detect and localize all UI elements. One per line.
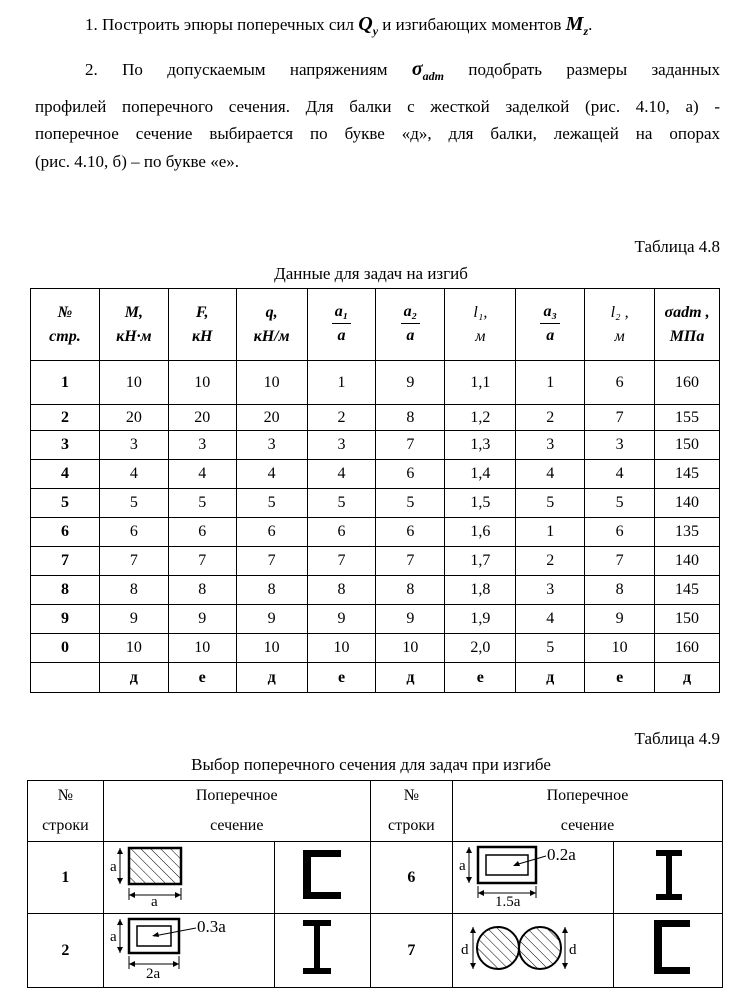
table-cell: 2,0	[445, 634, 516, 663]
table-cell: 7	[376, 547, 445, 576]
dim-03a-label: 0.3a	[196, 917, 226, 936]
col-header-q: q, кН/м	[236, 289, 307, 361]
table-row	[31, 634, 720, 663]
table-cell: 10	[585, 634, 655, 663]
hatched-square-diagram	[104, 842, 274, 908]
table-cell: 7	[376, 431, 445, 460]
table-cell: 145	[655, 460, 720, 489]
item-2-line-4: (рис. 4.10, б) – по букве «е».	[35, 152, 239, 171]
section-ibeam-2	[274, 914, 370, 988]
section-letter-cell: е	[168, 663, 236, 693]
table-cell: 6	[168, 518, 236, 547]
col-header-no: № стр.	[31, 289, 100, 361]
section-channel-2	[613, 914, 722, 988]
table-cell: 1,7	[445, 547, 516, 576]
table-row	[31, 576, 720, 605]
table-cell: 1,2	[445, 405, 516, 431]
col-header-a1-ratio: $\frac{\text{a₁}}{a}$	[307, 289, 376, 361]
table-4-8	[30, 288, 720, 693]
table-cell: 3	[307, 431, 376, 460]
table-cell: 4	[99, 460, 168, 489]
section-letter-cell: е	[585, 663, 655, 693]
hollow-rect-2a-diagram	[104, 914, 274, 982]
row-number-cell: 1	[31, 361, 100, 405]
table-cell: 10	[168, 634, 236, 663]
row-number-cell: 5	[31, 489, 100, 518]
ibeam-profile-diagram	[275, 914, 370, 982]
col-header-m: M, кН·м	[99, 289, 168, 361]
section-channel	[274, 842, 370, 914]
table-cell: 6	[585, 518, 655, 547]
section-letter-cell: д	[655, 663, 720, 693]
table-cell: 10	[376, 634, 445, 663]
section-letter-cell: д	[516, 663, 585, 693]
table-row	[31, 405, 720, 431]
table-cell: 140	[655, 489, 720, 518]
table-cell: 1	[307, 361, 376, 405]
table-cell: 20	[236, 405, 307, 431]
table-cell: 4	[307, 460, 376, 489]
table-cell: 2	[307, 405, 376, 431]
table-cell: 3	[236, 431, 307, 460]
row-number-1: 1	[28, 842, 104, 914]
ibeam-profile-diagram	[614, 842, 722, 908]
table-4-9-row-1	[28, 842, 723, 914]
table-cell: 20	[168, 405, 236, 431]
table-cell: 1,1	[445, 361, 516, 405]
dim-a-width-label: a	[150, 894, 158, 908]
table-cell: 4	[516, 605, 585, 634]
col-header-sigma-adm: σadm , МПа	[655, 289, 720, 361]
table-row	[31, 431, 720, 460]
table-4-8-header-row	[31, 289, 720, 361]
row-number-cell: 9	[31, 605, 100, 634]
table-cell: 8	[236, 576, 307, 605]
table-row	[31, 605, 720, 634]
table-cell: 8	[307, 576, 376, 605]
table-cell: 140	[655, 547, 720, 576]
col-header-f: F, кН	[168, 289, 236, 361]
dim-d-label-right: d	[568, 942, 577, 958]
table-cell: 1,6	[445, 518, 516, 547]
table-4-8-title: Данные для задач на изгиб	[274, 264, 468, 283]
table-cell: 1,3	[445, 431, 516, 460]
table-cell: 150	[655, 605, 720, 634]
table-cell: 8	[376, 405, 445, 431]
dim-2a-label: 2a	[145, 966, 160, 982]
table-cell: 9	[168, 605, 236, 634]
table-cell: 5	[585, 489, 655, 518]
table-cell: 7	[585, 405, 655, 431]
table-row	[31, 460, 720, 489]
table-4-8-label: Таблица 4.8	[634, 237, 720, 256]
table-cell: 145	[655, 576, 720, 605]
table-cell: 150	[655, 431, 720, 460]
table-cell: 3	[516, 431, 585, 460]
table-4-9-label: Таблица 4.9	[634, 729, 720, 748]
table-4-9-title: Выбор поперечного сечения для задач при изгибе	[191, 755, 551, 774]
table-cell: 1,4	[445, 460, 516, 489]
table-cell: 10	[236, 361, 307, 405]
dim-a-label: a	[109, 859, 117, 875]
table-4-9-row-2	[28, 914, 723, 988]
table-cell: 3	[585, 431, 655, 460]
item-2-line-3: поперечное сечение выбирается по букве «д», для балки, лежащей на опорах	[35, 124, 720, 143]
table-cell: 9	[99, 605, 168, 634]
table-cell: 6	[585, 361, 655, 405]
table-cell: 4	[516, 460, 585, 489]
section-hollow-rect-2a	[103, 914, 274, 988]
section-letter-cell: д	[376, 663, 445, 693]
table-cell: 7	[585, 547, 655, 576]
table-cell: 1,9	[445, 605, 516, 634]
row-number-cell: 0	[31, 634, 100, 663]
table-4-8-body	[31, 361, 720, 693]
table-cell: 6	[307, 518, 376, 547]
table-cell: 9	[376, 605, 445, 634]
table-cell: 9	[585, 605, 655, 634]
table-cell: 4	[236, 460, 307, 489]
table-cell: 9	[307, 605, 376, 634]
row-number-cell: 4	[31, 460, 100, 489]
table-cell: 8	[99, 576, 168, 605]
table-cell: 1,8	[445, 576, 516, 605]
table-cell: 1	[516, 361, 585, 405]
table-row-section-letters	[31, 663, 720, 693]
section-two-circles	[452, 914, 613, 988]
section-letter-cell: д	[99, 663, 168, 693]
col-header-l1: l₁, м	[445, 289, 516, 361]
table-cell: 5	[516, 634, 585, 663]
table-cell: 135	[655, 518, 720, 547]
table-cell: 8	[585, 576, 655, 605]
row-number-cell: 8	[31, 576, 100, 605]
table-cell: 7	[168, 547, 236, 576]
table-row	[31, 518, 720, 547]
item-1-text: 1. Построить эпюры поперечных сил	[85, 15, 354, 34]
col-header-l2: l₂ , м	[585, 289, 655, 361]
table-4-9	[27, 780, 723, 988]
section-hollow-rect-15a	[452, 842, 613, 914]
item-1-and: и изгибающих моментов	[382, 15, 562, 34]
table-cell: 5	[99, 489, 168, 518]
table-cell: 6	[99, 518, 168, 547]
row-number-cell: 7	[31, 547, 100, 576]
table-cell: 6	[376, 460, 445, 489]
table-cell: 160	[655, 634, 720, 663]
dim-02a-label: 0.2a	[546, 845, 576, 864]
table-cell: 10	[99, 361, 168, 405]
dim-a-label: a	[458, 858, 466, 874]
col-header-a3-ratio: $\frac{\text{a₃}}{a}$	[516, 289, 585, 361]
table-cell: 5	[516, 489, 585, 518]
row-number-6: 6	[370, 842, 452, 914]
table-4-9-header-row	[28, 781, 723, 842]
row-number-7: 7	[370, 914, 452, 988]
dim-15a-label: 1.5a	[494, 894, 521, 908]
table-cell: 160	[655, 361, 720, 405]
table-cell: 10	[99, 634, 168, 663]
section-letter-cell: е	[307, 663, 376, 693]
section-ibeam-1	[613, 842, 722, 914]
dim-d-label-left: d	[460, 942, 469, 958]
table-cell: 10	[236, 634, 307, 663]
table-cell: 6	[236, 518, 307, 547]
table-cell: 10	[307, 634, 376, 663]
table-cell: 1,5	[445, 489, 516, 518]
row-number-cell: 6	[31, 518, 100, 547]
table-cell: 1	[516, 518, 585, 547]
row-number-cell: 2	[31, 405, 100, 431]
qy-symbol: $Q_y$	[358, 13, 379, 38]
table-cell: 5	[168, 489, 236, 518]
table-cell: 6	[376, 518, 445, 547]
sigma-adm-symbol: $\sigma_{adm}$	[411, 58, 444, 83]
dim-a-label: a	[109, 929, 117, 945]
table-cell: 4	[168, 460, 236, 489]
row-number-2: 2	[28, 914, 104, 988]
table-cell: 5	[307, 489, 376, 518]
two-circles-diagram	[453, 914, 613, 982]
table-cell: 10	[168, 361, 236, 405]
table-cell: 3	[99, 431, 168, 460]
table-cell: 155	[655, 405, 720, 431]
section-letter-cell: д	[236, 663, 307, 693]
header-row-no-left: № строки	[28, 781, 104, 842]
header-section-right: Поперечное сечение	[452, 781, 722, 842]
table-row	[31, 361, 720, 405]
table-cell: 8	[376, 576, 445, 605]
channel-profile-diagram	[275, 842, 370, 908]
section-hatched-square	[103, 842, 274, 914]
table-cell: 9	[236, 605, 307, 634]
table-cell: 7	[99, 547, 168, 576]
item-2-line-2: профилей поперечного сечения. Для балки с жесткой заделкой (рис. 4.10, а) -	[35, 97, 720, 116]
col-header-a2-ratio: $\frac{\text{a₂}}{a}$	[376, 289, 445, 361]
table-cell: 4	[585, 460, 655, 489]
header-row-no-right: № строки	[370, 781, 452, 842]
table-cell: 9	[376, 361, 445, 405]
table-cell: 3	[168, 431, 236, 460]
hollow-rect-diagram	[453, 842, 613, 908]
table-cell: 5	[376, 489, 445, 518]
table-cell: 20	[99, 405, 168, 431]
table-cell: 7	[307, 547, 376, 576]
table-cell: 2	[516, 547, 585, 576]
table-cell: 3	[516, 576, 585, 605]
header-section-left: Поперечное сечение	[103, 781, 370, 842]
table-cell: 2	[516, 405, 585, 431]
table-row	[31, 547, 720, 576]
table-row	[31, 489, 720, 518]
section-letter-cell	[31, 663, 100, 693]
item-1-paragraph: 1. Построить эпюры поперечных сил $Q_y$ и изгибающих моментов $M_z$.	[85, 13, 593, 38]
mz-symbol: $M_z$	[565, 13, 589, 38]
row-number-cell: 3	[31, 431, 100, 460]
table-cell: 7	[236, 547, 307, 576]
item-2-line-1: 2. По допускаемым напряжениям $\sigma_{adm}$ подобрать размеры заданных	[85, 58, 721, 83]
channel-profile-diagram	[614, 914, 722, 982]
table-cell: 5	[236, 489, 307, 518]
section-letter-cell: е	[445, 663, 516, 693]
table-cell: 8	[168, 576, 236, 605]
